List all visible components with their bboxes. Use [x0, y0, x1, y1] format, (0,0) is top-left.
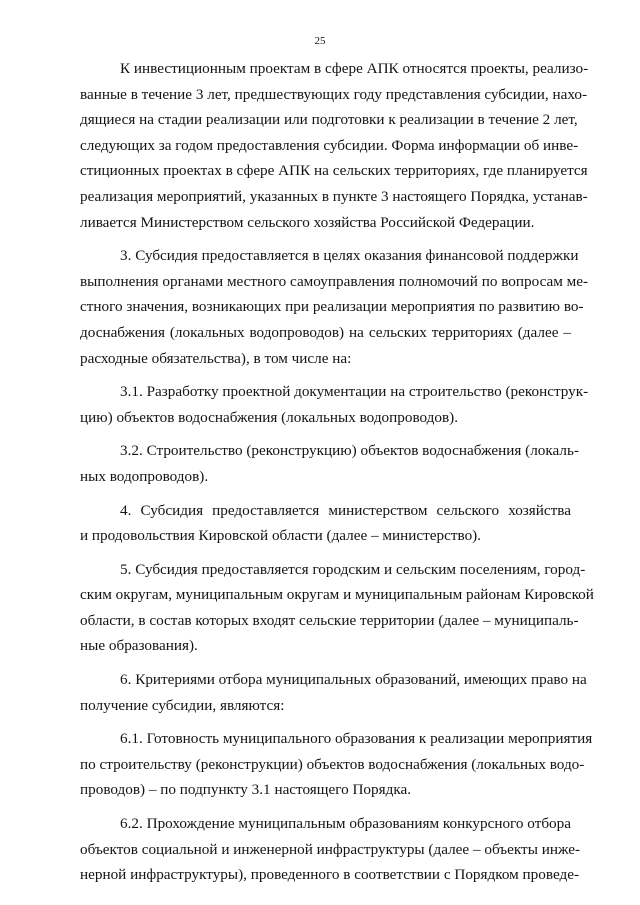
paragraph-item-4 — [80, 498, 571, 549]
text-line: по строительству (реконструкции) объектов водоснабжения (локальных водо- — [80, 755, 585, 773]
paragraph-item-6 — [80, 667, 587, 718]
text-line: 3.2. Строительство (реконструкцию) объектов водоснабжения (локаль- — [120, 442, 579, 460]
text-line: и продовольствия Кировской области (далее – министерство). — [80, 527, 482, 545]
text-line: расходные обязательства), в том числе на: — [80, 349, 352, 367]
text-line: К инвестиционным проектам в сфере АПК относятся проекты, реализо- — [120, 60, 589, 77]
paragraph-item-3-1 — [80, 379, 589, 430]
text-line: 4. Субсидия предоставляется министерством сельского хозяйства — [120, 501, 571, 519]
text-line: получение субсидии, являются: — [80, 696, 285, 714]
text-line: 6.2. Прохождение муниципальным образованиям конкурсного отбора — [120, 815, 571, 833]
text-line: доснабжения (локальных водопроводов) на сельских территориях (далее – — [80, 323, 571, 341]
text-line: 6. Критериями отбора муниципальных образований, имеющих право на — [120, 671, 587, 689]
text-line: 6.1. Готовность муниципального образования к реализации мероприятия — [120, 730, 593, 748]
text-line: ванные в течение 3 лет, предшествующих году представления субсидии, нахо- — [80, 85, 588, 103]
text-line: стиционных проектах в сфере АПК на сельских территориях, где планируется — [80, 162, 588, 180]
text-line: стного значения, возникающих при реализации мероприятия по развитию во- — [80, 298, 584, 316]
page-number: 25 — [314, 35, 326, 47]
text-line: 5. Субсидия предоставляется городским и сельским поселениям, город- — [120, 560, 586, 578]
paragraph-investment-projects — [80, 56, 589, 235]
text-line: следующих за годом предоставления субсидии. Форма информации об инве- — [80, 136, 579, 154]
text-line: объектов социальной и инженерной инфраструктуры (далее – объекты инже- — [80, 840, 581, 858]
text-line: ливается Министерством сельского хозяйства Российской Федерации. — [80, 213, 535, 231]
text-line: области, в состав которых входят сельские территории (далее – муниципаль- — [80, 611, 579, 629]
text-line: нерной инфраструктуры), проведенного в соответствии с Порядком проведе- — [80, 866, 580, 884]
paragraph-item-6-1 — [80, 726, 593, 803]
text-line: реализация мероприятий, указанных в пункте 3 настоящего Порядка, устанав- — [80, 187, 588, 205]
text-line: проводов) – по подпункту 3.1 настоящего Порядка. — [80, 781, 412, 799]
paragraph-item-3 — [80, 243, 589, 371]
text-line: дящиеся на стадии реализации или подготовки к реализации в течение 2 лет, — [80, 111, 578, 129]
text-line: выполнения органами местного самоуправления полномочий по вопросам ме- — [80, 272, 589, 290]
paragraph-item-5 — [80, 557, 594, 659]
text-line: ским округам, муниципальным округам и муниципальным районам Кировской — [80, 586, 594, 604]
paragraph-item-3-2 — [80, 438, 579, 489]
text-line: ные образования). — [80, 637, 198, 655]
paragraph-item-6-2 — [80, 811, 581, 888]
text-line: цию) объектов водоснабжения (локальных водопроводов). — [80, 408, 459, 426]
text-line: ных водопроводов). — [80, 467, 209, 485]
text-line: 3. Субсидия предоставляется в целях оказания финансовой поддержки — [120, 247, 579, 265]
text-line: 3.1. Разработку проектной документации на строительство (реконструк- — [120, 383, 589, 401]
document-body — [80, 56, 594, 888]
